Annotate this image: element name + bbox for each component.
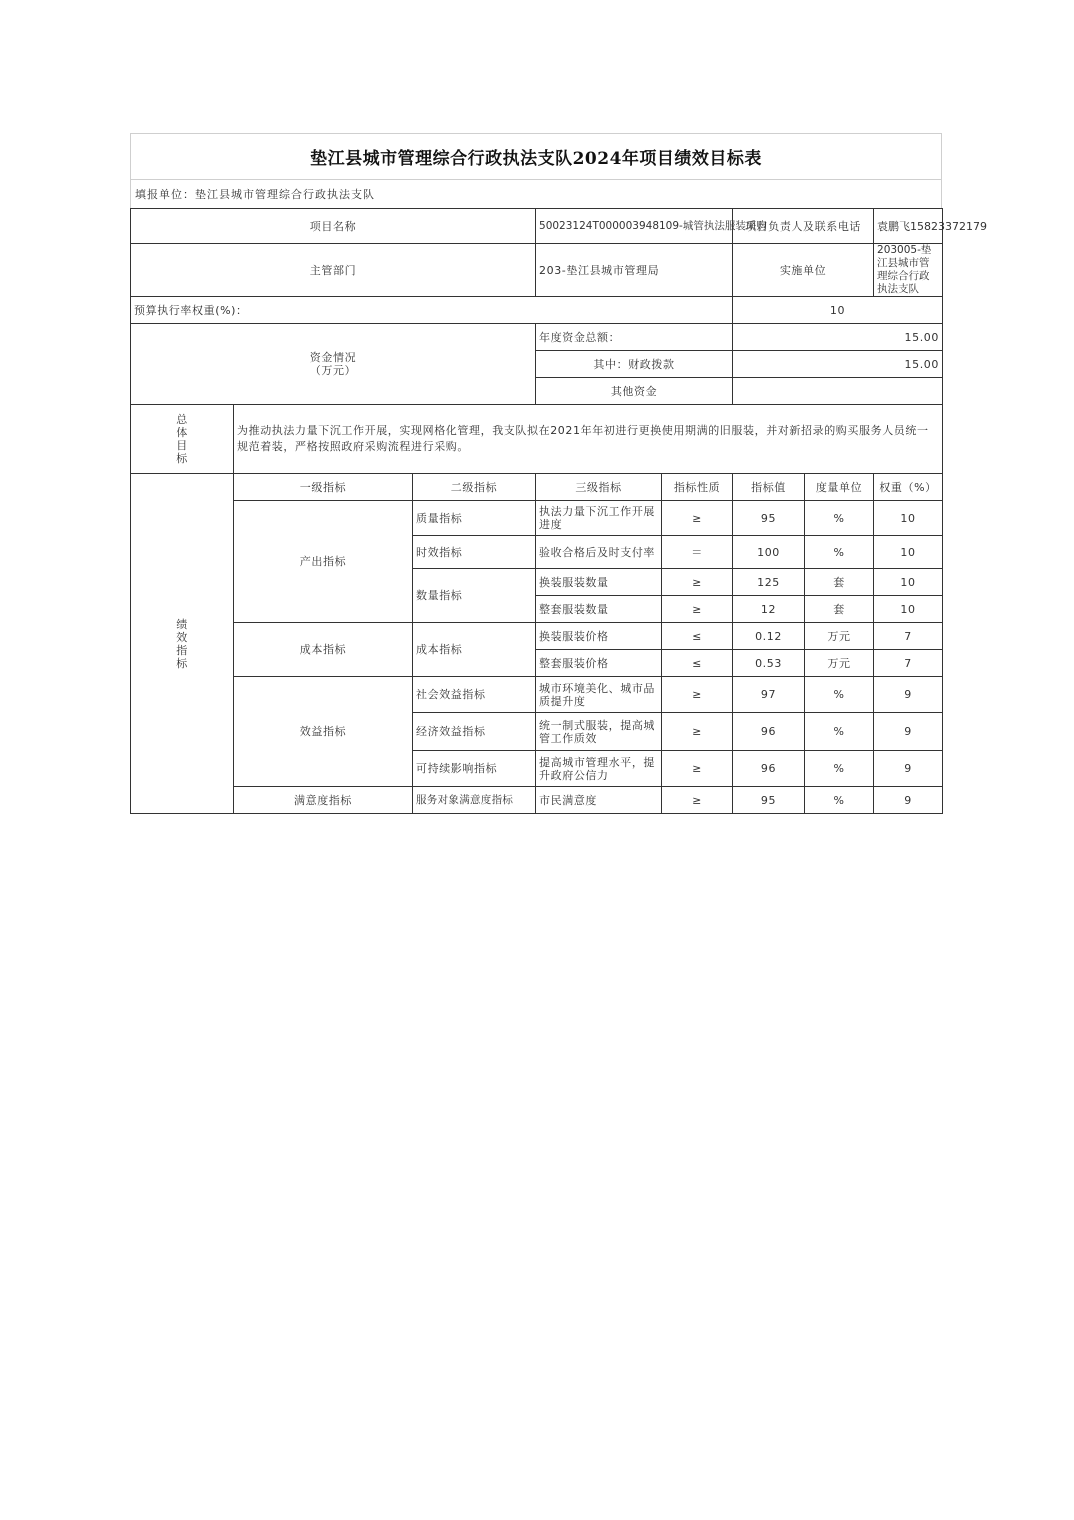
unit-cell: 套 [805,569,874,596]
funds-label-line1: 资金情况 [309,351,357,364]
nature-cell: ≤ [662,623,733,650]
value-cell: 100 [733,536,805,569]
level3-cell: 市民满意度 [536,787,662,814]
budget-weight-value: 10 [733,297,943,324]
funds-label-line2: （万元） [309,364,357,377]
weight-cell: 7 [874,623,943,650]
row-budget-weight [131,297,943,324]
nature-cell: ≥ [662,787,733,814]
level2-social: 社会效益指标 [413,677,536,713]
row-indicator-headers [131,474,943,501]
funds-total-value: 15.00 [733,324,943,351]
nature-cell: ≥ [662,751,733,787]
header-nature: 指标性质 [662,474,733,501]
value-cell: 96 [733,751,805,787]
level3-cell: 执法力量下沉工作开展进度 [536,501,662,536]
overall-goal-char: 总 [176,413,188,426]
header-level3: 三级指标 [536,474,662,501]
value-cell: 125 [733,569,805,596]
unit-cell: 万元 [805,623,874,650]
value-cell: 0.53 [733,650,805,677]
level2-quality: 质量指标 [413,501,536,536]
funds-fiscal-label: 其中：财政拨款 [536,351,733,378]
indicators-char: 效 [176,630,188,644]
weight-cell: 10 [874,596,943,623]
nature-cell: ≥ [662,677,733,713]
funds-other-label: 其他资金 [536,378,733,405]
level3-cell: 城市环境美化、城市品质提升度 [536,677,662,713]
level2-timeliness: 时效指标 [413,536,536,569]
weight-cell: 7 [874,650,943,677]
funds-total-label: 年度资金总额： [536,324,733,351]
nature-cell: ≥ [662,713,733,751]
unit-cell: % [805,751,874,787]
level3-cell: 统一制式服装，提高城管工作质效 [536,713,662,751]
level2-cost: 成本指标 [413,623,536,677]
unit-cell: % [805,677,874,713]
group-cost: 成本指标 [234,623,413,677]
weight-cell: 9 [874,787,943,814]
overall-goal-char: 目 [176,439,188,452]
level3-cell: 整套服装数量 [536,596,662,623]
header-value: 指标值 [733,474,805,501]
value-cell: 95 [733,787,805,814]
performance-table [130,208,987,814]
weight-cell: 9 [874,677,943,713]
level3-cell: 验收合格后及时支付率 [536,536,662,569]
value-cell: 96 [733,713,805,751]
impl-label: 实施单位 [733,244,874,297]
page-title: 垫江县城市管理综合行政执法支队2024年项目绩效目标表 [310,149,762,169]
weight-cell: 10 [874,501,943,536]
header-level1: 一级指标 [234,474,413,501]
weight-cell: 9 [874,751,943,787]
table-row [131,787,943,814]
row-overall-goal [131,405,943,474]
level3-cell: 换装服装数量 [536,569,662,596]
value-cell: 97 [733,677,805,713]
level2-economic: 经济效益指标 [413,713,536,751]
weight-cell: 10 [874,569,943,596]
unit-cell: 套 [805,596,874,623]
funds-label [131,324,536,405]
value-cell: 0.12 [733,623,805,650]
indicators-char: 指 [176,643,188,657]
funds-fiscal-value: 15.00 [733,351,943,378]
project-contact-value: 袁鹏飞15823372179 [874,209,943,244]
unit-cell: % [805,536,874,569]
overall-goal-char: 体 [176,426,188,439]
weight-cell: 10 [874,536,943,569]
level3-cell: 提高城市管理水平，提升政府公信力 [536,751,662,787]
reporting-unit [130,179,942,208]
funds-other-value [733,378,943,405]
nature-cell: ≥ [662,596,733,623]
project-name-value: 50023124T000003948109-城管执法服装采购 [536,209,733,244]
group-benefit: 效益指标 [234,677,413,787]
dept-label: 主管部门 [131,244,536,297]
row-funds-total [131,324,943,351]
level2-service: 服务对象满意度指标 [413,787,536,814]
level3-cell: 整套服装价格 [536,650,662,677]
nature-cell: ≥ [662,501,733,536]
unit-cell: 万元 [805,650,874,677]
header-unit: 度量单位 [805,474,874,501]
level2-sustainable: 可持续影响指标 [413,751,536,787]
value-cell: 95 [733,501,805,536]
project-name-label: 项目名称 [131,209,536,244]
header-level2: 二级指标 [413,474,536,501]
overall-goal-text: 为推动执法力量下沉工作开展，实现网格化管理，我支队拟在2021年年初进行更换使用期满的旧服装，并对新招录的购买服务人员统一规范着装，严格按照政府采购流程进行采购。 [234,405,943,474]
level3-cell: 换装服装价格 [536,623,662,650]
header-weight: 权重（%） [874,474,943,501]
group-output: 产出指标 [234,501,413,623]
unit-cell: % [805,713,874,751]
indicators-char: 标 [176,656,188,670]
indicators-char: 绩 [176,617,188,631]
unit-cell: % [805,787,874,814]
nature-cell: ＝ [662,536,733,569]
nature-cell: ≥ [662,569,733,596]
title-bar [130,133,942,179]
dept-value: 203-垫江县城市管理局 [536,244,733,297]
budget-weight-label: 预算执行率权重(%)： [131,297,733,324]
table-row [131,501,943,536]
row-project-name [131,209,943,244]
indicators-label [131,474,234,814]
reporting-unit-text: 填报单位：垫江县城市管理综合行政执法支队 [135,188,375,201]
overall-goal-char: 标 [176,452,188,465]
impl-value: 203005-垫江县城市管理综合行政执法支队 [874,244,943,297]
value-cell: 12 [733,596,805,623]
nature-cell: ≤ [662,650,733,677]
row-department [131,244,943,297]
overall-goal-label [131,405,234,474]
project-contact-label: 项目负责人及联系电话 [733,209,874,244]
unit-cell: % [805,501,874,536]
weight-cell: 9 [874,713,943,751]
group-satisfaction: 满意度指标 [234,787,413,814]
table-row [131,623,943,650]
level2-quantity: 数量指标 [413,569,536,623]
table-row [131,677,943,713]
performance-target-sheet [130,133,987,814]
